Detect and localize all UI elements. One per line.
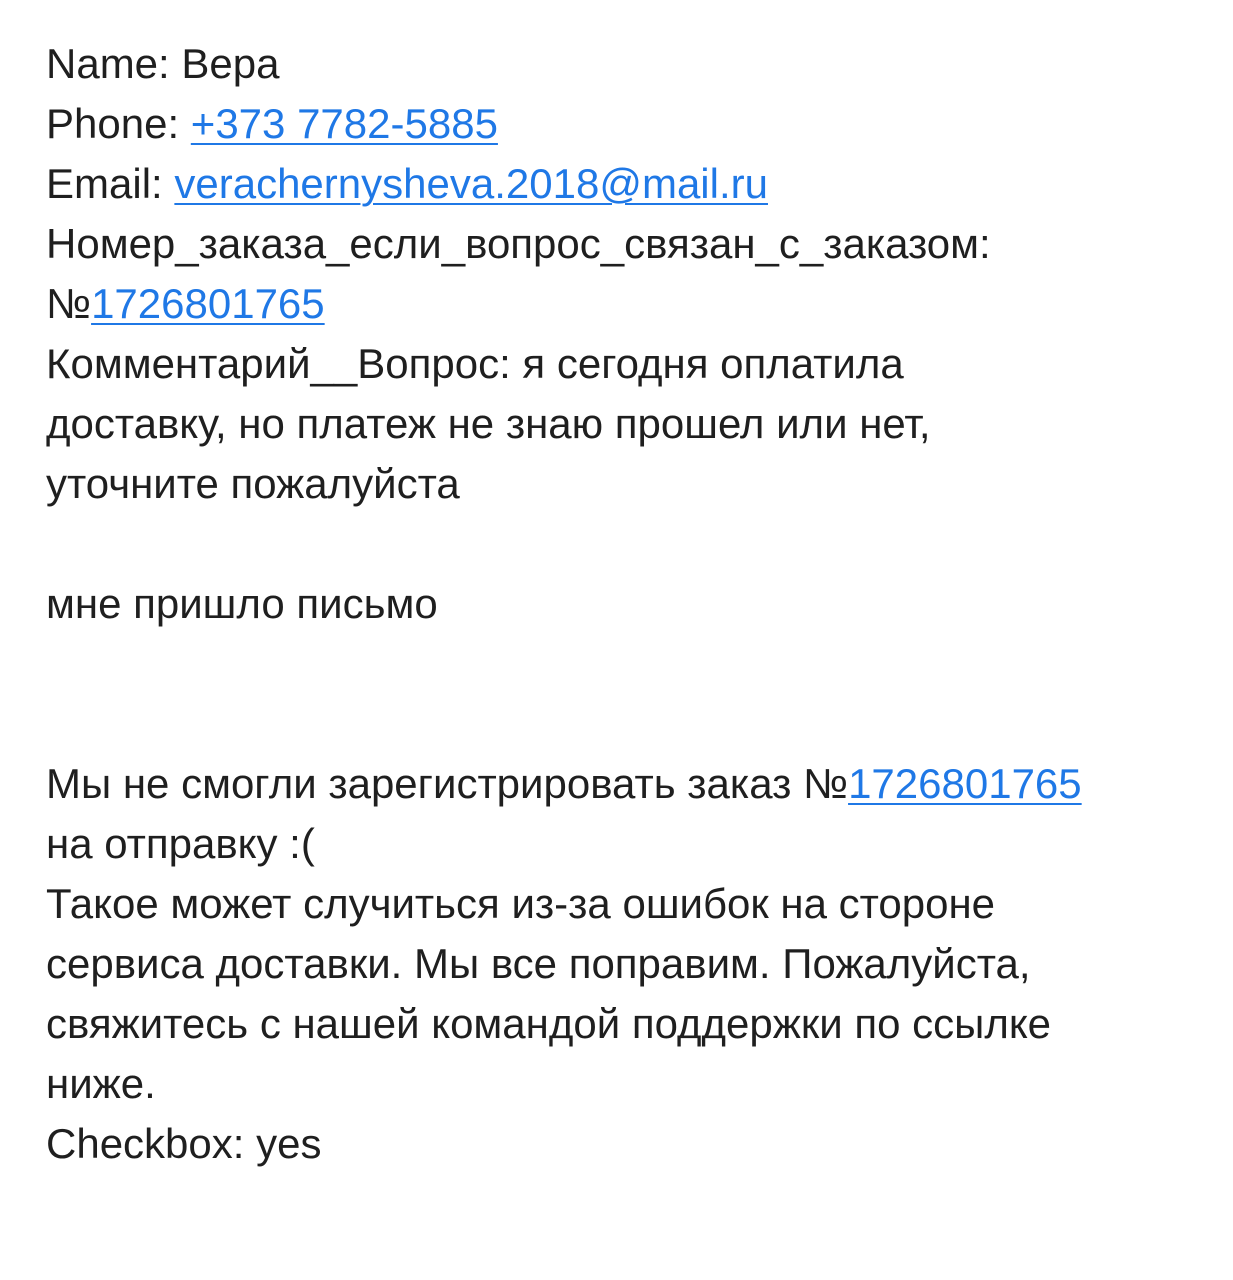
order-number-link[interactable]: 1726801765 xyxy=(91,280,325,327)
checkbox-label: Checkbox: xyxy=(46,1120,245,1167)
spacer xyxy=(46,514,1216,574)
comment-line-4: мне пришло письмо xyxy=(46,580,438,627)
order-number-row xyxy=(46,274,1216,334)
checkbox-row xyxy=(46,1114,1216,1174)
email-row xyxy=(46,154,1216,214)
email-link[interactable]: verachernysheva.2018@mail.ru xyxy=(174,160,768,207)
order-label: Номер_заказа_если_вопрос_связан_с_заказом: xyxy=(46,220,991,267)
comment-line-3: уточните пожалуйста xyxy=(46,460,460,507)
quote-line-6: ниже. xyxy=(46,1060,156,1107)
quote-order-number-link[interactable]: 1726801765 xyxy=(848,760,1082,807)
comment-line-1: Комментарий__Вопрос: я сегодня оплатила xyxy=(46,340,904,387)
order-prefix: № xyxy=(46,280,92,327)
name-row xyxy=(46,34,1216,94)
name-label: Name: xyxy=(46,40,170,87)
quote-line-2: на отправку :( xyxy=(46,820,315,867)
email-label: Email: xyxy=(46,160,163,207)
comment-line-2: доставку, но платеж не знаю прошел или нет, xyxy=(46,400,931,447)
order-label-row xyxy=(46,214,1216,274)
checkbox-value: yes xyxy=(256,1120,322,1167)
spacer xyxy=(46,634,1216,694)
name-value: Вера xyxy=(181,40,280,87)
message-body xyxy=(46,34,1216,1174)
quote-line-5: свяжитесь с нашей командой поддержки по ссылке xyxy=(46,1000,1052,1047)
quote-line-1 xyxy=(46,754,1216,814)
phone-link[interactable]: +373 7782-5885 xyxy=(190,100,498,147)
quote-line-1-prefix: Мы не смогли зарегистрировать заказ № xyxy=(46,760,849,807)
spacer xyxy=(46,694,1216,754)
phone-row xyxy=(46,94,1216,154)
quote-line-4: сервиса доставки. Мы все поправим. Пожалуйста, xyxy=(46,940,1031,987)
quote-line-3: Такое может случиться из-за ошибок на стороне xyxy=(46,880,996,927)
phone-label: Phone: xyxy=(46,100,180,147)
